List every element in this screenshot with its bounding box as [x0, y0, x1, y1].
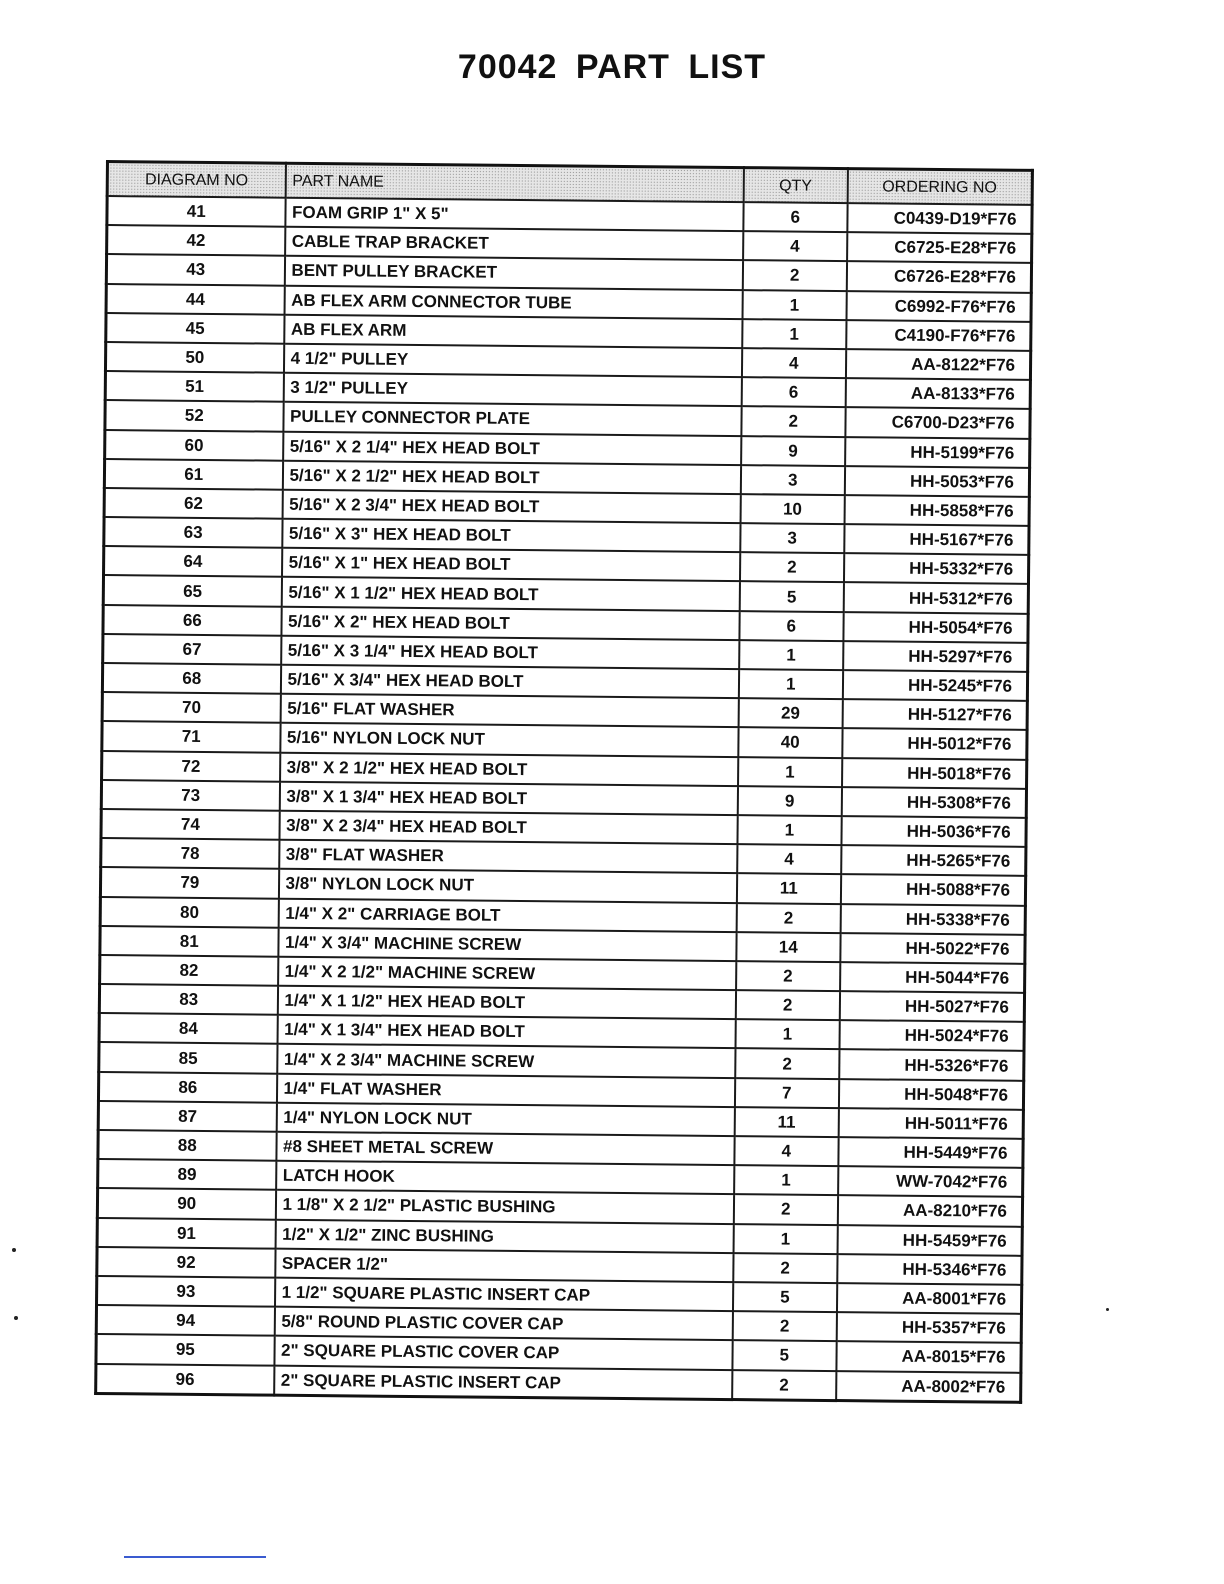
diagram-no-cell: 92	[97, 1247, 275, 1278]
ordering-no-cell: AA-8210*F76	[837, 1195, 1022, 1226]
diagram-no-cell: 51	[105, 371, 283, 402]
ordering-no-cell: HH-5024*F76	[839, 1020, 1024, 1051]
part-name-cell: 5/16" X 1 1/2" HEX HEAD BOLT	[281, 577, 740, 611]
part-name-cell: 3/8" FLAT WASHER	[279, 840, 738, 874]
ordering-no-cell: HH-5858*F76	[844, 495, 1029, 526]
diagram-no-cell: 74	[101, 809, 279, 840]
ordering-no-cell: HH-5022*F76	[840, 933, 1025, 964]
diagram-no-cell: 87	[98, 1101, 276, 1132]
qty-cell: 6	[742, 377, 846, 407]
qty-cell: 11	[735, 1107, 839, 1137]
qty-cell: 2	[735, 1049, 839, 1079]
diagram-no-cell: 43	[106, 254, 284, 285]
part-name-cell: 3/8" NYLON LOCK NUT	[278, 869, 737, 903]
qty-cell: 1	[742, 290, 846, 320]
ordering-no-cell: C4190-F76*F76	[846, 320, 1031, 351]
qty-cell: 6	[739, 611, 843, 641]
part-name-cell: 5/16" NYLON LOCK NUT	[280, 723, 739, 757]
part-name-cell: AB FLEX ARM	[284, 314, 743, 348]
part-name-cell: 1/4" X 2 3/4" MACHINE SCREW	[277, 1044, 736, 1078]
scan-speck	[12, 1248, 16, 1252]
part-name-cell: 1/4" NYLON LOCK NUT	[276, 1102, 735, 1136]
diagram-no-cell: 78	[101, 838, 279, 869]
ordering-no-cell: HH-5027*F76	[839, 991, 1024, 1022]
qty-cell: 14	[736, 932, 840, 962]
diagram-no-cell: 86	[98, 1072, 276, 1103]
qty-cell: 1	[742, 319, 846, 349]
ordering-no-cell: HH-5044*F76	[840, 962, 1025, 993]
qty-cell: 4	[742, 348, 846, 378]
part-name-cell: FOAM GRIP 1" X 5"	[285, 198, 744, 232]
qty-cell: 7	[735, 1078, 839, 1108]
diagram-no-cell: 62	[104, 488, 282, 519]
diagram-no-cell: 83	[99, 984, 277, 1015]
ordering-no-cell: HH-5459*F76	[837, 1225, 1022, 1256]
qty-cell: 9	[741, 436, 845, 466]
footer-rule	[124, 1556, 266, 1558]
qty-cell: 4	[737, 844, 841, 874]
part-name-cell: 1/4" X 2" CARRIAGE BOLT	[278, 898, 737, 932]
part-name-cell: 5/16" FLAT WASHER	[280, 694, 739, 728]
qty-cell: 29	[739, 698, 843, 728]
diagram-no-cell: 52	[105, 400, 283, 431]
qty-cell: 2	[743, 260, 847, 290]
diagram-no-cell: 44	[106, 284, 284, 315]
qty-cell: 2	[736, 961, 840, 991]
parts-table	[94, 160, 1034, 1404]
part-name-cell: 1/4" FLAT WASHER	[276, 1073, 735, 1107]
part-name-cell: 5/8" ROUND PLASTIC COVER CAP	[274, 1307, 733, 1341]
ordering-no-cell: AA-8002*F76	[836, 1371, 1021, 1402]
ordering-no-cell: HH-5054*F76	[843, 612, 1028, 643]
qty-cell: 1	[738, 757, 842, 787]
diagram-no-cell: 79	[100, 867, 278, 898]
qty-cell: 5	[732, 1340, 836, 1370]
part-name-cell: 3/8" X 1 3/4" HEX HEAD BOLT	[279, 781, 738, 815]
qty-cell: 1	[737, 815, 841, 845]
ordering-no-cell: AA-8122*F76	[846, 349, 1031, 380]
part-name-cell: 3/8" X 2 1/2" HEX HEAD BOLT	[280, 752, 739, 786]
part-name-cell: 2" SQUARE PLASTIC INSERT CAP	[274, 1365, 733, 1399]
qty-cell: 1	[733, 1224, 837, 1254]
page-title: 70042 PART LIST	[457, 48, 767, 86]
ordering-no-cell: WW-7042*F76	[838, 1166, 1023, 1197]
ordering-no-cell: C6726-E28*F76	[846, 261, 1031, 292]
scan-speck	[14, 1316, 18, 1320]
ordering-no-cell: HH-5265*F76	[841, 845, 1026, 876]
qty-cell: 3	[741, 465, 845, 495]
diagram-no-cell: 45	[106, 313, 284, 344]
ordering-no-cell: HH-5338*F76	[840, 904, 1025, 935]
part-name-cell: 5/16" X 3" HEX HEAD BOLT	[282, 519, 741, 553]
diagram-no-cell: 96	[96, 1363, 274, 1394]
qty-cell: 4	[734, 1136, 838, 1166]
ordering-no-cell: C6700-D23*F76	[845, 407, 1030, 438]
diagram-no-cell: 41	[107, 196, 285, 227]
part-name-cell: 1 1/2" SQUARE PLASTIC INSERT CAP	[275, 1278, 734, 1312]
qty-cell: 5	[733, 1282, 837, 1312]
diagram-no-cell: 67	[103, 634, 281, 665]
diagram-no-cell: 93	[97, 1276, 275, 1307]
part-name-cell: SPACER 1/2"	[275, 1248, 734, 1282]
ordering-no-cell: C0439-D19*F76	[847, 203, 1032, 234]
ordering-no-cell: C6992-F76*F76	[846, 291, 1031, 322]
ordering-no-cell: HH-5346*F76	[837, 1254, 1022, 1285]
diagram-no-cell: 73	[101, 780, 279, 811]
diagram-no-cell: 65	[103, 575, 281, 606]
diagram-no-cell: 95	[96, 1334, 274, 1365]
part-name-cell: BENT PULLEY BRACKET	[284, 256, 743, 290]
part-name-cell: 1/4" X 2 1/2" MACHINE SCREW	[278, 957, 737, 991]
qty-cell: 2	[733, 1311, 837, 1341]
part-name-cell: 1 1/8" X 2 1/2" PLASTIC BUSHING	[275, 1190, 734, 1224]
part-name-cell: AB FLEX ARM CONNECTOR TUBE	[284, 285, 743, 319]
part-name-cell: 5/16" X 2 3/4" HEX HEAD BOLT	[282, 490, 741, 524]
diagram-no-cell: 70	[102, 692, 280, 723]
qty-cell: 2	[737, 903, 841, 933]
part-name-cell: 5/16" X 3 1/4" HEX HEAD BOLT	[281, 636, 740, 670]
ordering-no-cell: HH-5332*F76	[844, 553, 1029, 584]
ordering-no-cell: HH-5199*F76	[845, 437, 1030, 468]
ordering-no-cell: HH-5357*F76	[836, 1312, 1021, 1343]
part-name-cell: CABLE TRAP BRACKET	[285, 227, 744, 261]
ordering-no-cell: HH-5312*F76	[843, 583, 1028, 614]
ordering-no-cell: HH-5048*F76	[839, 1079, 1024, 1110]
qty-cell: 2	[740, 552, 844, 582]
ordering-no-cell: HH-5011*F76	[838, 1108, 1023, 1139]
diagram-no-cell: 66	[103, 605, 281, 636]
ordering-no-cell: HH-5018*F76	[842, 758, 1027, 789]
diagram-no-cell: 64	[104, 546, 282, 577]
header-diagram-no: DIAGRAM NO	[107, 162, 285, 198]
part-name-cell: 4 1/2" PULLEY	[283, 344, 742, 378]
part-name-cell: 1/4" X 3/4" MACHINE SCREW	[278, 927, 737, 961]
header-ordering-no: ORDERING NO	[847, 169, 1032, 205]
part-name-cell: 5/16" X 2" HEX HEAD BOLT	[281, 606, 740, 640]
diagram-no-cell: 89	[98, 1159, 276, 1190]
header-part-name: PART NAME	[285, 163, 744, 202]
ordering-no-cell: HH-5245*F76	[842, 670, 1027, 701]
diagram-no-cell: 60	[105, 430, 283, 461]
ordering-no-cell: HH-5012*F76	[842, 728, 1027, 759]
qty-cell: 2	[734, 1194, 838, 1224]
ordering-no-cell: AA-8133*F76	[845, 378, 1030, 409]
ordering-no-cell: HH-5308*F76	[841, 787, 1026, 818]
ordering-no-cell: HH-5053*F76	[844, 466, 1029, 497]
part-name-cell: 1/4" X 1 1/2" HEX HEAD BOLT	[277, 986, 736, 1020]
qty-cell: 1	[735, 1019, 839, 1049]
diagram-no-cell: 88	[98, 1130, 276, 1161]
part-name-cell: #8 SHEET METAL SCREW	[276, 1132, 735, 1166]
part-name-cell: 5/16" X 3/4" HEX HEAD BOLT	[280, 665, 739, 699]
qty-cell: 11	[737, 873, 841, 903]
part-name-cell: 5/16" X 1" HEX HEAD BOLT	[282, 548, 741, 582]
qty-cell: 2	[741, 406, 845, 436]
ordering-no-cell: HH-5036*F76	[841, 816, 1026, 847]
scan-speck	[1106, 1308, 1109, 1311]
header-qty: QTY	[744, 168, 848, 203]
qty-cell: 2	[736, 990, 840, 1020]
parts-table-body	[96, 196, 1032, 1402]
diagram-no-cell: 94	[96, 1305, 274, 1336]
diagram-no-cell: 42	[107, 225, 285, 256]
part-name-cell: PULLEY CONNECTOR PLATE	[283, 402, 742, 436]
qty-cell: 2	[733, 1253, 837, 1283]
diagram-no-cell: 63	[104, 517, 282, 548]
ordering-no-cell: AA-8015*F76	[836, 1341, 1021, 1372]
qty-cell: 6	[743, 202, 847, 232]
ordering-no-cell: HH-5449*F76	[838, 1137, 1023, 1168]
diagram-no-cell: 91	[97, 1218, 275, 1249]
ordering-no-cell: HH-5297*F76	[843, 641, 1028, 672]
ordering-no-cell: C6725-E28*F76	[847, 232, 1032, 263]
diagram-no-cell: 68	[102, 663, 280, 694]
part-name-cell: 3 1/2" PULLEY	[283, 373, 742, 407]
ordering-no-cell: AA-8001*F76	[837, 1283, 1022, 1314]
part-name-cell: 2" SQUARE PLASTIC COVER CAP	[274, 1336, 733, 1370]
diagram-no-cell: 71	[102, 721, 280, 752]
qty-cell: 10	[740, 494, 844, 524]
qty-cell: 9	[738, 786, 842, 816]
qty-cell: 4	[743, 231, 847, 261]
part-name-cell: 3/8" X 2 3/4" HEX HEAD BOLT	[279, 811, 738, 845]
diagram-no-cell: 61	[104, 459, 282, 490]
diagram-no-cell: 90	[97, 1188, 275, 1219]
ordering-no-cell: HH-5127*F76	[842, 699, 1027, 730]
qty-cell: 1	[734, 1165, 838, 1195]
part-name-cell: 5/16" X 2 1/2" HEX HEAD BOLT	[282, 460, 741, 494]
qty-cell: 1	[739, 640, 843, 670]
diagram-no-cell: 80	[100, 896, 278, 927]
qty-cell: 40	[738, 727, 842, 757]
diagram-no-cell: 72	[102, 751, 280, 782]
ordering-no-cell: HH-5167*F76	[844, 524, 1029, 555]
ordering-no-cell: HH-5088*F76	[841, 874, 1026, 905]
qty-cell: 3	[740, 523, 844, 553]
part-name-cell: 1/4" X 1 3/4" HEX HEAD BOLT	[277, 1015, 736, 1049]
diagram-no-cell: 84	[99, 1013, 277, 1044]
qty-cell: 5	[740, 582, 844, 612]
diagram-no-cell: 50	[105, 342, 283, 373]
part-name-cell: LATCH HOOK	[276, 1161, 735, 1195]
ordering-no-cell: HH-5326*F76	[839, 1050, 1024, 1081]
part-name-cell: 5/16" X 2 1/4" HEX HEAD BOLT	[283, 431, 742, 465]
diagram-no-cell: 82	[100, 955, 278, 986]
qty-cell: 2	[732, 1370, 836, 1401]
diagram-no-cell: 81	[100, 926, 278, 957]
part-name-cell: 1/2" X 1/2" ZINC BUSHING	[275, 1219, 734, 1253]
qty-cell: 1	[739, 669, 843, 699]
diagram-no-cell: 85	[99, 1042, 277, 1073]
